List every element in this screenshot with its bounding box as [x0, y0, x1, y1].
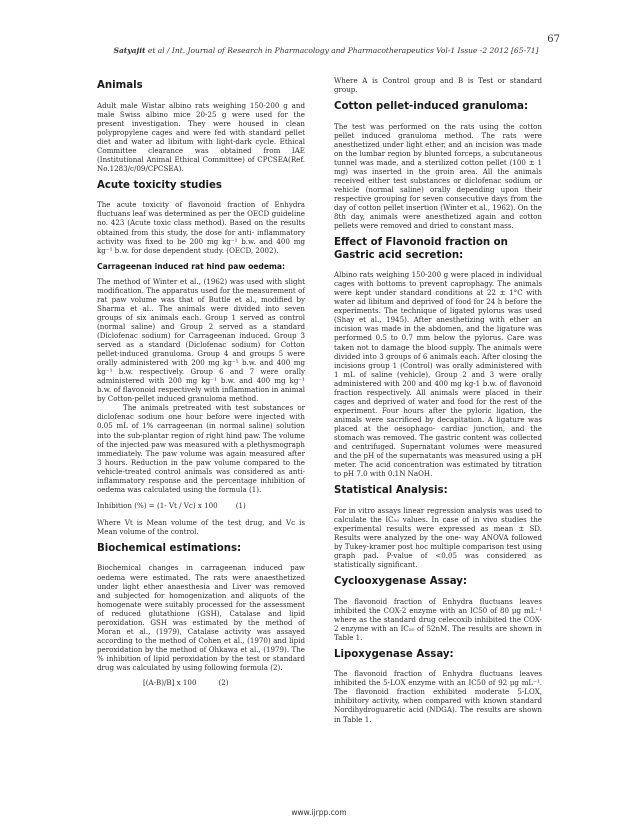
cotton-paragraph: The test was performed on the rats using the cotton pellet induced granuloma method. The rats were anesthetized under light ether, and an incision was made on the lumbar region by blunted forceps, a subcutaneous tunnel was made, and a sterilized cotton pellet (100 ± 1 mg) was inserted in the groin area. All the animals received either test substances or diclofenac sodium or vehicle (normal saline) orally depending upon their respective grouping for seven consecutive days from the day of cotton pellet insertion (Winter et al., 1962). On the 8th day, animals were anesthetized again and cotton pellets were removed and dried to constant mass. [334, 121, 542, 231]
formula-2-expression: [(A-B)/B] x 100 [143, 678, 197, 688]
cotton-heading: Cotton pellet-induced granuloma: [334, 101, 529, 113]
header-citation: et al / Int. Journal of Research in Pharmacology and Pharmacotherapeutics Vol-1 Issue -2 2012 [65-71] [145, 46, 539, 55]
cox-paragraph: The flavonoid fraction of Enhydra fluctuans leaves inhibited the COX-2 enzyme with an IC50 of 80 μg mL⁻¹ where as the standard drug celecoxib inhibited the COX-2 enzyme with an IC₅₀ of 52nM. The results are shown in Table 1. [334, 596, 542, 642]
formula-1-number: (1) [235, 500, 246, 510]
footer-url: www.ijrpp.com [291, 808, 347, 817]
ab-note: Where A is Control group and B is Test or standard group. [334, 76, 542, 95]
gastric-paragraph: Albino rats weighing 150-200 g were placed in individual cages with bottoms to prevent caprophagy. The animals were kept under standard conditions at 22 ± 1°C with water ad libitum and deprived of food for 24 h before the experiments. The technique of ligated pylorus was used (Shay et al., 1945). After anesthetizing with ether an incision was made in the abdomen, and the ligature was performed 0.5 to 0.7 mm below the pylorus. Care was taken not to damage the blood supply. The animals were divided into 3 groups of 6 animals each. After closing the incisions group 1 (Control) was orally administered with 1 mL of saline (vehicle), Group 2 and 3 were orally administered with 200 and 400 mg kg-1 b.w. of flavonoid fraction respectively. All animals were placed in their cages and deprived of water and food for the rest of the experiment. Four hours after the pyloric ligation, the animals were sacrificed by decapitation. A ligature was placed at the oesophago- cardiac junction, and the stomach was removed. The gastric content was collected and centrifuged. Supernatant volumes were measured and the pH of the supernatants was measured using a pH meter. The acid concentration was estimated by titration to pH 7.0 with 0.1N NaOH. [334, 270, 543, 479]
carrageenan-heading: Carrageenan induced rat hind paw oedema: [97, 261, 286, 271]
right-column [334, 74, 542, 731]
toxicity-paragraph: The acute toxicity of flavonoid fraction of Enhydra fluctuans leaf was determined as per the OECD guideline no. 423 (Acute toxic class method). Based on the results obtained from this study, the dose for anti- inflammatory activity was fixed to be 200 mg kg⁻¹ b.w. and 400 mg kg⁻¹ b.w. for dose dependent study. (OECD, 2002). [97, 200, 305, 255]
formula-2-number: (2) [218, 678, 229, 688]
running-header [96, 46, 556, 55]
biochem-paragraph: Biochemical changes in carrageenan induced paw oedema were estimated. The rats were anaesthetized under light ether anaesthesia and Liver was removed and subjected for homogenization and aliquots of the homogenate were suitably processed for the assessment of reduced glutathione (GSH), Catalase and lipid peroxidation. GSH was estimated by the method of Moran et al., (1979), Catalase activity was assayed according to the method of Cohen et al., (1970) and lipid peroxidation by the method of Ohkawa et al., (1979). The % inhibition of lipid peroxidation by the test or standard drug was calculated by using following formula (2). [97, 563, 305, 672]
left-column [97, 74, 305, 687]
animals-heading: Animals [97, 80, 143, 91]
animals-paragraph: Adult male Wistar albino rats weighing 150-200 g and male Swiss albino mice 20-25 g were used for the present investigation. They were housed in clean polypropylene cages and were fed with standard pellet diet and water ad libitum with light-dark cycle. Ethical Committee clearance was obtained from IAE (Institutional Animal Ethical Committee) of CPCSEA(Ref. No.1283/c/09/CPCSEA). [97, 100, 305, 173]
lox-paragraph: The flavonoid fraction of Enhydra fluctuans leaves inhibited the 5-LOX enzyme with an IC50 of 92 μg mL⁻¹. The flavonoid fraction exhibited moderate 5-LOX, inhibitory activity, when compared with known standard Nordihydroguaretic acid (NDGA). The results are shown in Table 1. [334, 669, 542, 724]
formula-1 [97, 501, 305, 510]
carrageenan-paragraph-2: The animals pretreated with test substances or diclofenac sodium one hour before were injected with 0.05 mL of 1% carrageenan (in normal saline) solution into the sub-plantar region of right hind paw. The volume of the injected paw was measured with a plethysmograph immediately. The paw volume was again measured after 3 hours. Reduction in the paw volume compared to the vehicle-treated control animals was considered as anti- inflammatory response and the percentage inhibition of oedema was calculated using the formula (1). [97, 403, 305, 494]
carrageenan-paragraph: The method of Winter et al., (1962) was used with slight modification. The apparatus used for the measurement of rat paw volume was that of Buttle et al., modified by Sharma et al.. The animals were divided into seven groups of six animals each. Group 1 served as control (normal saline) and Group 2 served as a standard (Diclofenac sodium) for Carrageenan induced. Group 3 served as a standard (Diclofenac sodium) for Cotton pellet-induced granuloma. Group 4 and groups 5 were orally administered with 200 mg kg⁻¹ b.w. and 400 mg kg⁻¹ b.w. respectively. Group 6 and 7 were orally administered with 200 mg kg⁻¹ b.w. and 400 mg kg⁻¹ b.w. of flavonoid respectively with inflammation in animal by Cotton-pellet induced granuloma method. [97, 276, 305, 404]
formula-2 [143, 678, 305, 687]
biochem-heading: Biochemical estimations: [97, 542, 242, 554]
header-author: Satyajit [113, 46, 146, 55]
statistical-paragraph: For in vitro assays linear regression analysis was used to calculate the IC₅₀ values. In case of in vivo studies the experimental results were expressed as mean ± SD. Results were analyzed by the one- way ANOVA followed by Tukey-kramer post hoc multiple comparison test using graph pad. P-value of <0.05 was considered as statistically significant. [334, 505, 542, 570]
cox-heading: Cyclooxygenase Assay: [334, 576, 467, 588]
statistical-heading: Statistical Analysis: [334, 485, 448, 497]
formula-1-expression: Inhibition (%) = (1- Vt / Vc) x 100 [97, 500, 218, 510]
toxicity-heading: Acute toxicity studies [97, 179, 222, 191]
gastric-heading: Effect of Flavonoid fraction on Gastric acid secretion: [334, 237, 508, 261]
page-number: 67 [547, 34, 560, 45]
lox-heading: Lipoxygenase Assay: [334, 648, 454, 660]
formula-1-note: Where Vt is Mean volume of the test drug, and Vc is Mean volume of the control. [97, 517, 305, 536]
